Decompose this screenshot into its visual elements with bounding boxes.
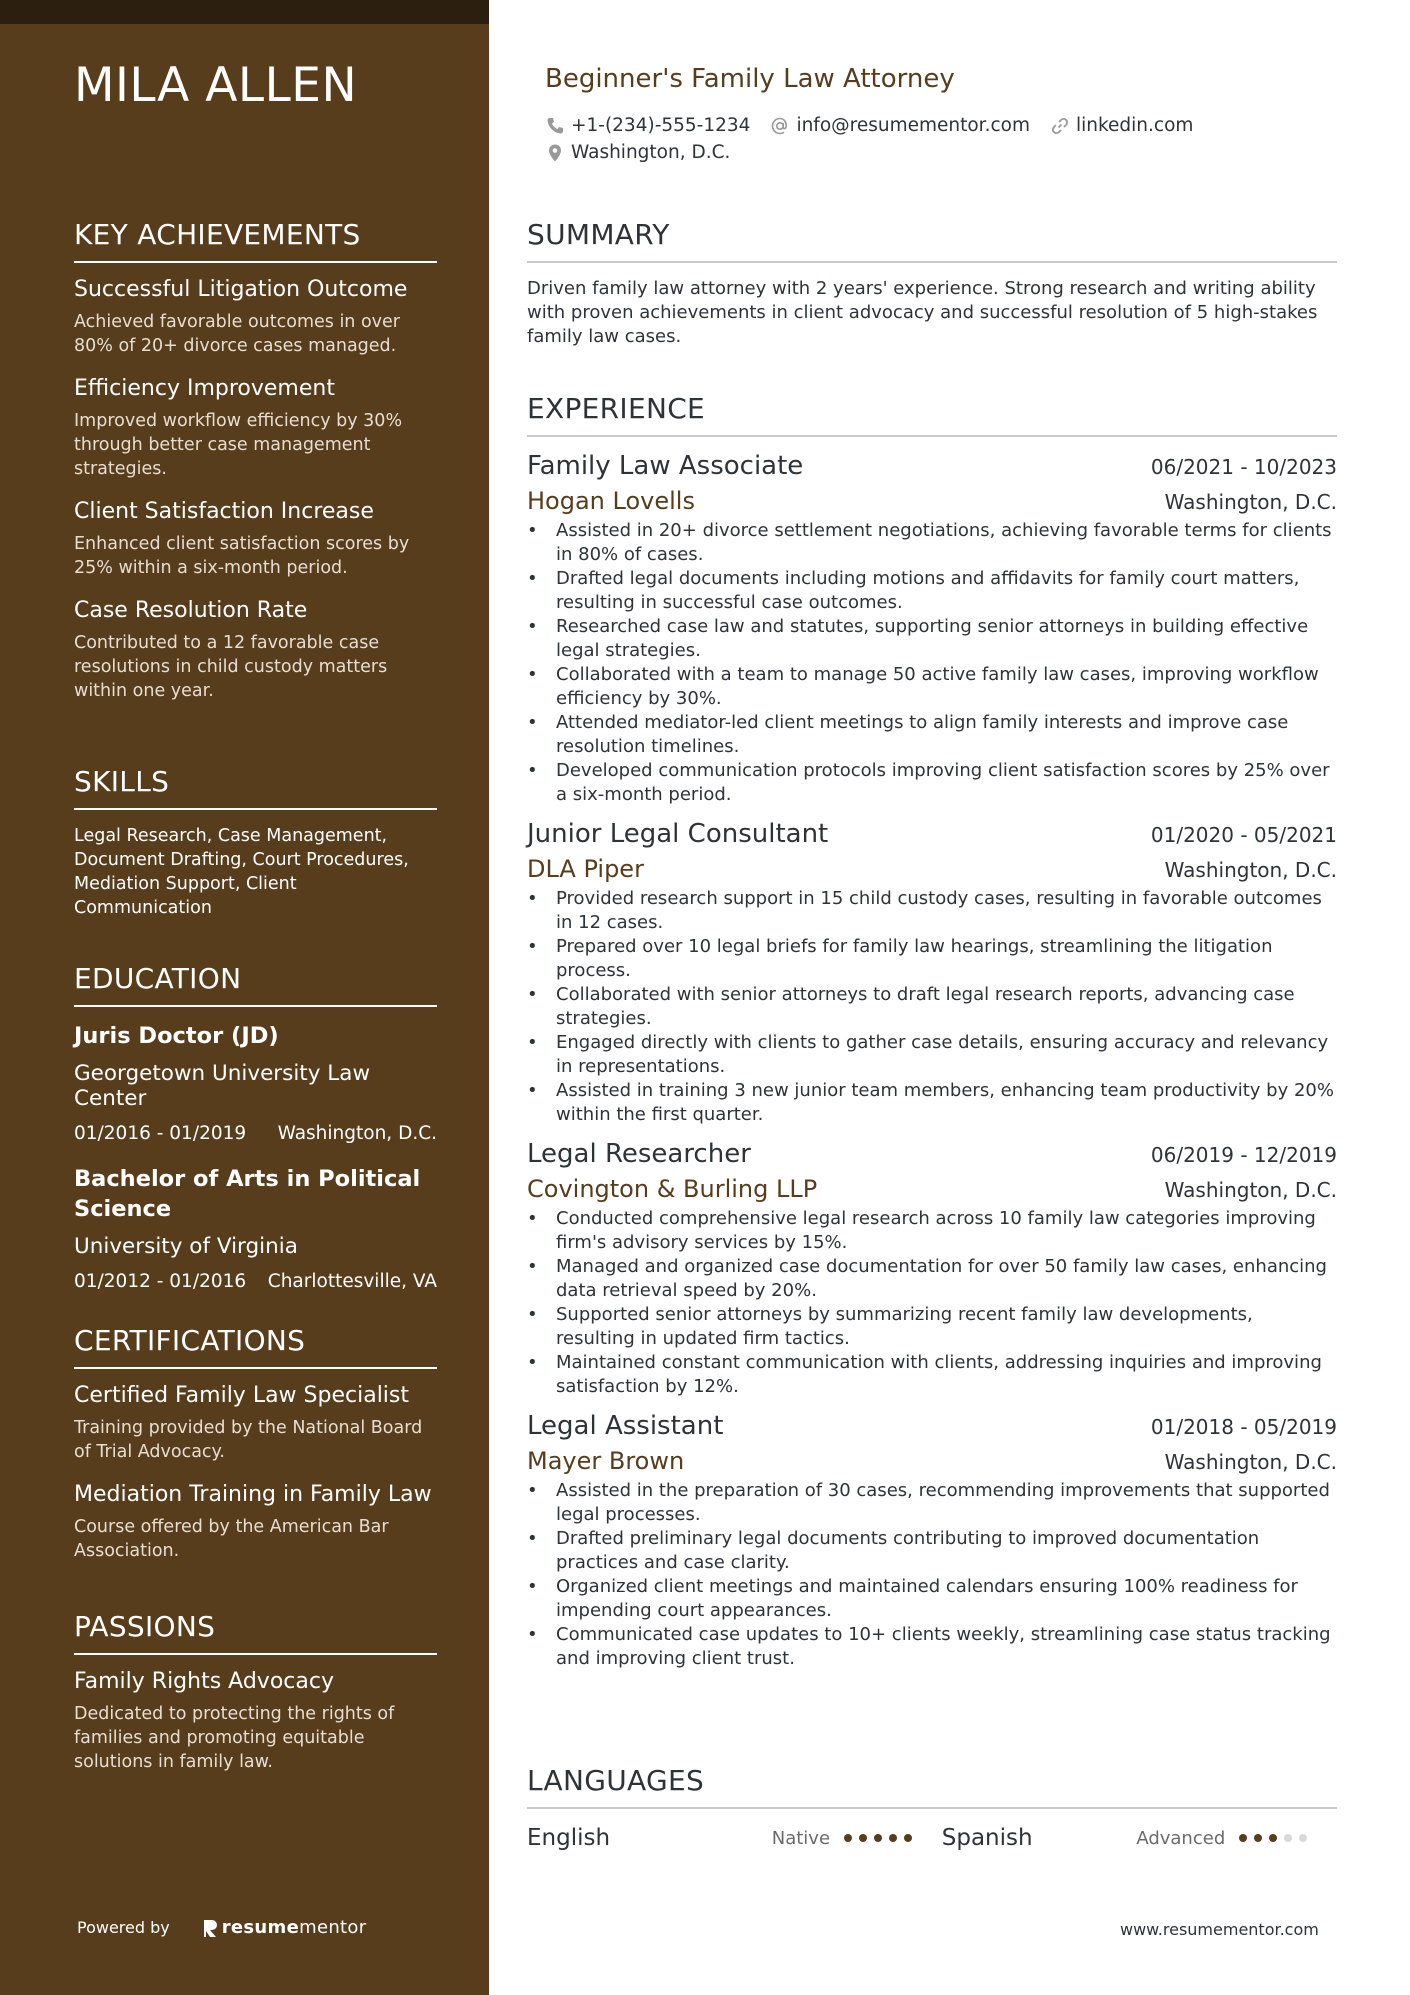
job-bullet: • Drafted legal documents including motions and affidavits for family court matters, resulting in successful case outcomes. [527, 567, 1337, 615]
passion-desc: Dedicated to protecting the rights of families and promoting equitable solutions in family law. [74, 1704, 395, 1772]
link-icon [1050, 116, 1070, 136]
contact-linkedin[interactable] [1050, 115, 1193, 136]
job-entry [527, 819, 1337, 1127]
job-bullet: • Provided research support in 15 child custody cases, resulting in favorable outcomes in 12 cases. [527, 887, 1337, 935]
footer-url[interactable]: www.resumementor.com [1120, 1920, 1319, 1939]
section-heading: EDUCATION [74, 962, 437, 1007]
job-bullet: • Supported senior attorneys by summarizing recent family law developments, resulting in updated firm tactics. [527, 1303, 1337, 1351]
section-heading: LANGUAGES [527, 1764, 1337, 1809]
rating-dot-empty [1284, 1834, 1292, 1842]
job-bullets [527, 887, 1337, 1127]
language-level: Advanced [1136, 1827, 1226, 1849]
education-location: Charlottesville, VA [267, 1271, 437, 1292]
summary-section [527, 218, 1337, 349]
achievement-desc: Enhanced client satisfaction scores by 25% within a six-month period. [74, 534, 410, 578]
skills-section [74, 765, 437, 920]
job-bullet: • Engaged directly with clients to gather case details, ensuring accuracy and relevancy in representations. [527, 1031, 1337, 1079]
rating-dot-filled [1254, 1834, 1262, 1842]
candidate-name: MILA ALLEN [74, 58, 358, 113]
job-company: Mayer Brown [527, 1447, 685, 1475]
job-bullet: • Managed and organized case documentation for over 50 family law cases, enhancing data retrieval speed by 20%. [527, 1255, 1337, 1303]
job-bullet: • Maintained constant communication with clients, addressing inquiries and improving satisfaction by 12%. [527, 1351, 1337, 1399]
certification-title: Certified Family Law Specialist [74, 1383, 410, 1408]
job-location: Washington, D.C. [1164, 1178, 1337, 1202]
achievement-item [74, 376, 437, 481]
job-entry [527, 1411, 1337, 1671]
passions-section [74, 1610, 437, 1792]
achievement-desc: Contributed to a 12 favorable case resolutions in child custody matters within one year. [74, 633, 388, 701]
job-company: DLA Piper [527, 855, 644, 883]
job-location: Washington, D.C. [1164, 490, 1337, 514]
job-dates: 01/2018 - 05/2019 [1150, 1415, 1337, 1439]
passion-item [74, 1669, 437, 1774]
job-entry [527, 451, 1337, 807]
contact-email[interactable] [770, 115, 1030, 136]
job-bullet: • Conducted comprehensive legal research across 10 family law categories improving firm's advisory services by 15%. [527, 1207, 1337, 1255]
job-role: Legal Researcher [527, 1139, 751, 1169]
job-dates: 06/2019 - 12/2019 [1150, 1143, 1337, 1167]
achievement-desc: Achieved favorable outcomes in over 80% of 20+ divorce cases managed. [74, 312, 400, 356]
job-dates: 01/2020 - 05/2021 [1150, 823, 1337, 847]
rating-dot-filled [874, 1834, 882, 1842]
contact-location [545, 142, 730, 163]
languages-section [527, 1764, 1337, 1853]
phone-text: +1-(234)-555-1234 [571, 115, 751, 136]
rating-dot-filled [1269, 1834, 1277, 1842]
powered-by-label: Powered by [77, 1918, 170, 1937]
job-bullet: • Drafted preliminary legal documents contributing to improved documentation practices and case clarity. [527, 1527, 1337, 1575]
job-role: Junior Legal Consultant [527, 819, 829, 849]
job-bullet: • Organized client meetings and maintained calendars ensuring 100% readiness for impending court appearances. [527, 1575, 1337, 1623]
language-name: Spanish [941, 1825, 1033, 1851]
location-text: Washington, D.C. [571, 142, 731, 163]
rating-dot-filled [904, 1834, 912, 1842]
passion-title: Family Rights Advocacy [74, 1669, 334, 1694]
section-heading: CERTIFICATIONS [74, 1324, 437, 1369]
email-text: info@resumementor.com [796, 115, 1030, 136]
achievement-title: Successful Litigation Outcome [74, 277, 408, 302]
education-section [74, 962, 437, 1312]
section-heading: SUMMARY [527, 218, 1337, 263]
achievement-title: Case Resolution Rate [74, 598, 308, 623]
job-bullet: • Assisted in 20+ divorce settlement negotiations, achieving favorable terms for clients in 80% of cases. [527, 519, 1337, 567]
job-bullet: • Researched case law and statutes, supporting senior attorneys in building effective legal strategies. [527, 615, 1337, 663]
contact-phone[interactable] [545, 115, 750, 136]
contact-info [545, 112, 1315, 166]
education-school: Georgetown University Law Center [74, 1061, 371, 1111]
job-bullet: • Assisted in training 3 new junior team members, enhancing team productivity by 20% within the first quarter. [527, 1079, 1337, 1127]
section-heading: PASSIONS [74, 1610, 437, 1655]
achievement-title: Efficiency Improvement [74, 376, 335, 401]
language-rating [1239, 1834, 1337, 1842]
job-bullet: • Communicated case updates to 10+ clients weekly, streamlining case status tracking and improving client trust. [527, 1623, 1337, 1671]
job-bullet: • Collaborated with senior attorneys to draft legal research reports, advancing case strategies. [527, 983, 1337, 1031]
job-entry [527, 1139, 1337, 1399]
job-company: Hogan Lovells [527, 487, 695, 515]
job-bullets [527, 519, 1337, 807]
key-achievements-section [74, 218, 437, 721]
achievement-title: Client Satisfaction Increase [74, 499, 374, 524]
skills-list: Legal Research, Case Management, Document Drafting, Court Procedures, Mediation Support, Client Communication [74, 826, 409, 918]
job-dates: 06/2021 - 10/2023 [1150, 455, 1337, 479]
job-bullets [527, 1207, 1337, 1399]
education-dates: 01/2016 - 01/2019 [74, 1123, 247, 1144]
job-bullet: • Collaborated with a team to manage 50 active family law cases, improving workflow efficiency by 30%. [527, 663, 1337, 711]
linkedin-text: linkedin.com [1075, 115, 1194, 136]
language-rating [844, 1834, 942, 1842]
rating-dot-filled [889, 1834, 897, 1842]
brand-light: mentor [299, 1917, 367, 1938]
job-company: Covington & Burling LLP [527, 1175, 818, 1203]
job-bullet: • Attended mediator-led client meetings to align family interests and improve case resolution timelines. [527, 711, 1337, 759]
certification-title: Mediation Training in Family Law [74, 1482, 432, 1507]
job-role: Legal Assistant [527, 1411, 724, 1441]
rating-dot-filled [844, 1834, 852, 1842]
resumementor-logo[interactable] [202, 1917, 367, 1938]
job-title: Beginner's Family Law Attorney [545, 64, 955, 94]
achievement-item [74, 499, 437, 580]
certification-item [74, 1383, 437, 1464]
rating-dot-filled [1239, 1834, 1247, 1842]
section-heading: KEY ACHIEVEMENTS [74, 218, 437, 263]
language-level: Native [771, 1827, 831, 1849]
brand-bold: resume [221, 1917, 300, 1938]
job-role: Family Law Associate [527, 451, 804, 481]
achievement-item [74, 277, 437, 358]
job-bullet: • Developed communication protocols improving client satisfaction scores by 25% over a six-month period. [527, 759, 1337, 807]
education-degree: Bachelor of Arts in Political Science [74, 1166, 421, 1222]
certifications-section [74, 1324, 437, 1581]
language-name: English [527, 1825, 611, 1851]
certification-item [74, 1482, 437, 1563]
certification-desc: Course offered by the American Bar Association. [74, 1517, 389, 1561]
languages-row [527, 1823, 1337, 1853]
education-dates: 01/2012 - 01/2016 [74, 1271, 247, 1292]
sidebar-top-bar [0, 0, 489, 24]
job-bullets [527, 1479, 1337, 1671]
job-location: Washington, D.C. [1164, 858, 1337, 882]
section-heading: EXPERIENCE [527, 392, 1337, 437]
achievement-desc: Improved workflow efficiency by 30% through better case management strategies. [74, 411, 403, 479]
section-heading: SKILLS [74, 765, 437, 810]
resumementor-mark-icon [202, 1918, 218, 1938]
education-degree: Juris Doctor (JD) [74, 1023, 279, 1049]
experience-section [527, 392, 1337, 1683]
job-bullet: • Prepared over 10 legal briefs for family law hearings, streamlining the litigation process. [527, 935, 1337, 983]
rating-dot-empty [1299, 1834, 1307, 1842]
education-school: University of Virginia [74, 1234, 298, 1259]
achievement-item [74, 598, 437, 703]
summary-text: Driven family law attorney with 2 years' experience. Strong research and writing ability with proven achievements in client advocacy and successful resolution of 5 high-stakes family law cases. [527, 278, 1318, 347]
phone-icon [545, 116, 565, 136]
powered-by [77, 1917, 366, 1938]
certification-desc: Training provided by the National Board of Trial Advocacy. [74, 1418, 423, 1462]
education-item [74, 1021, 437, 1144]
job-location: Washington, D.C. [1164, 1450, 1337, 1474]
location-pin-icon [545, 143, 565, 163]
rating-dot-filled [859, 1834, 867, 1842]
sidebar [0, 0, 489, 1995]
job-bullet: • Assisted in the preparation of 30 cases, recommending improvements that supported legal processes. [527, 1479, 1337, 1527]
education-item [74, 1164, 437, 1292]
education-location: Washington, D.C. [277, 1123, 437, 1144]
at-sign-icon [770, 116, 790, 136]
